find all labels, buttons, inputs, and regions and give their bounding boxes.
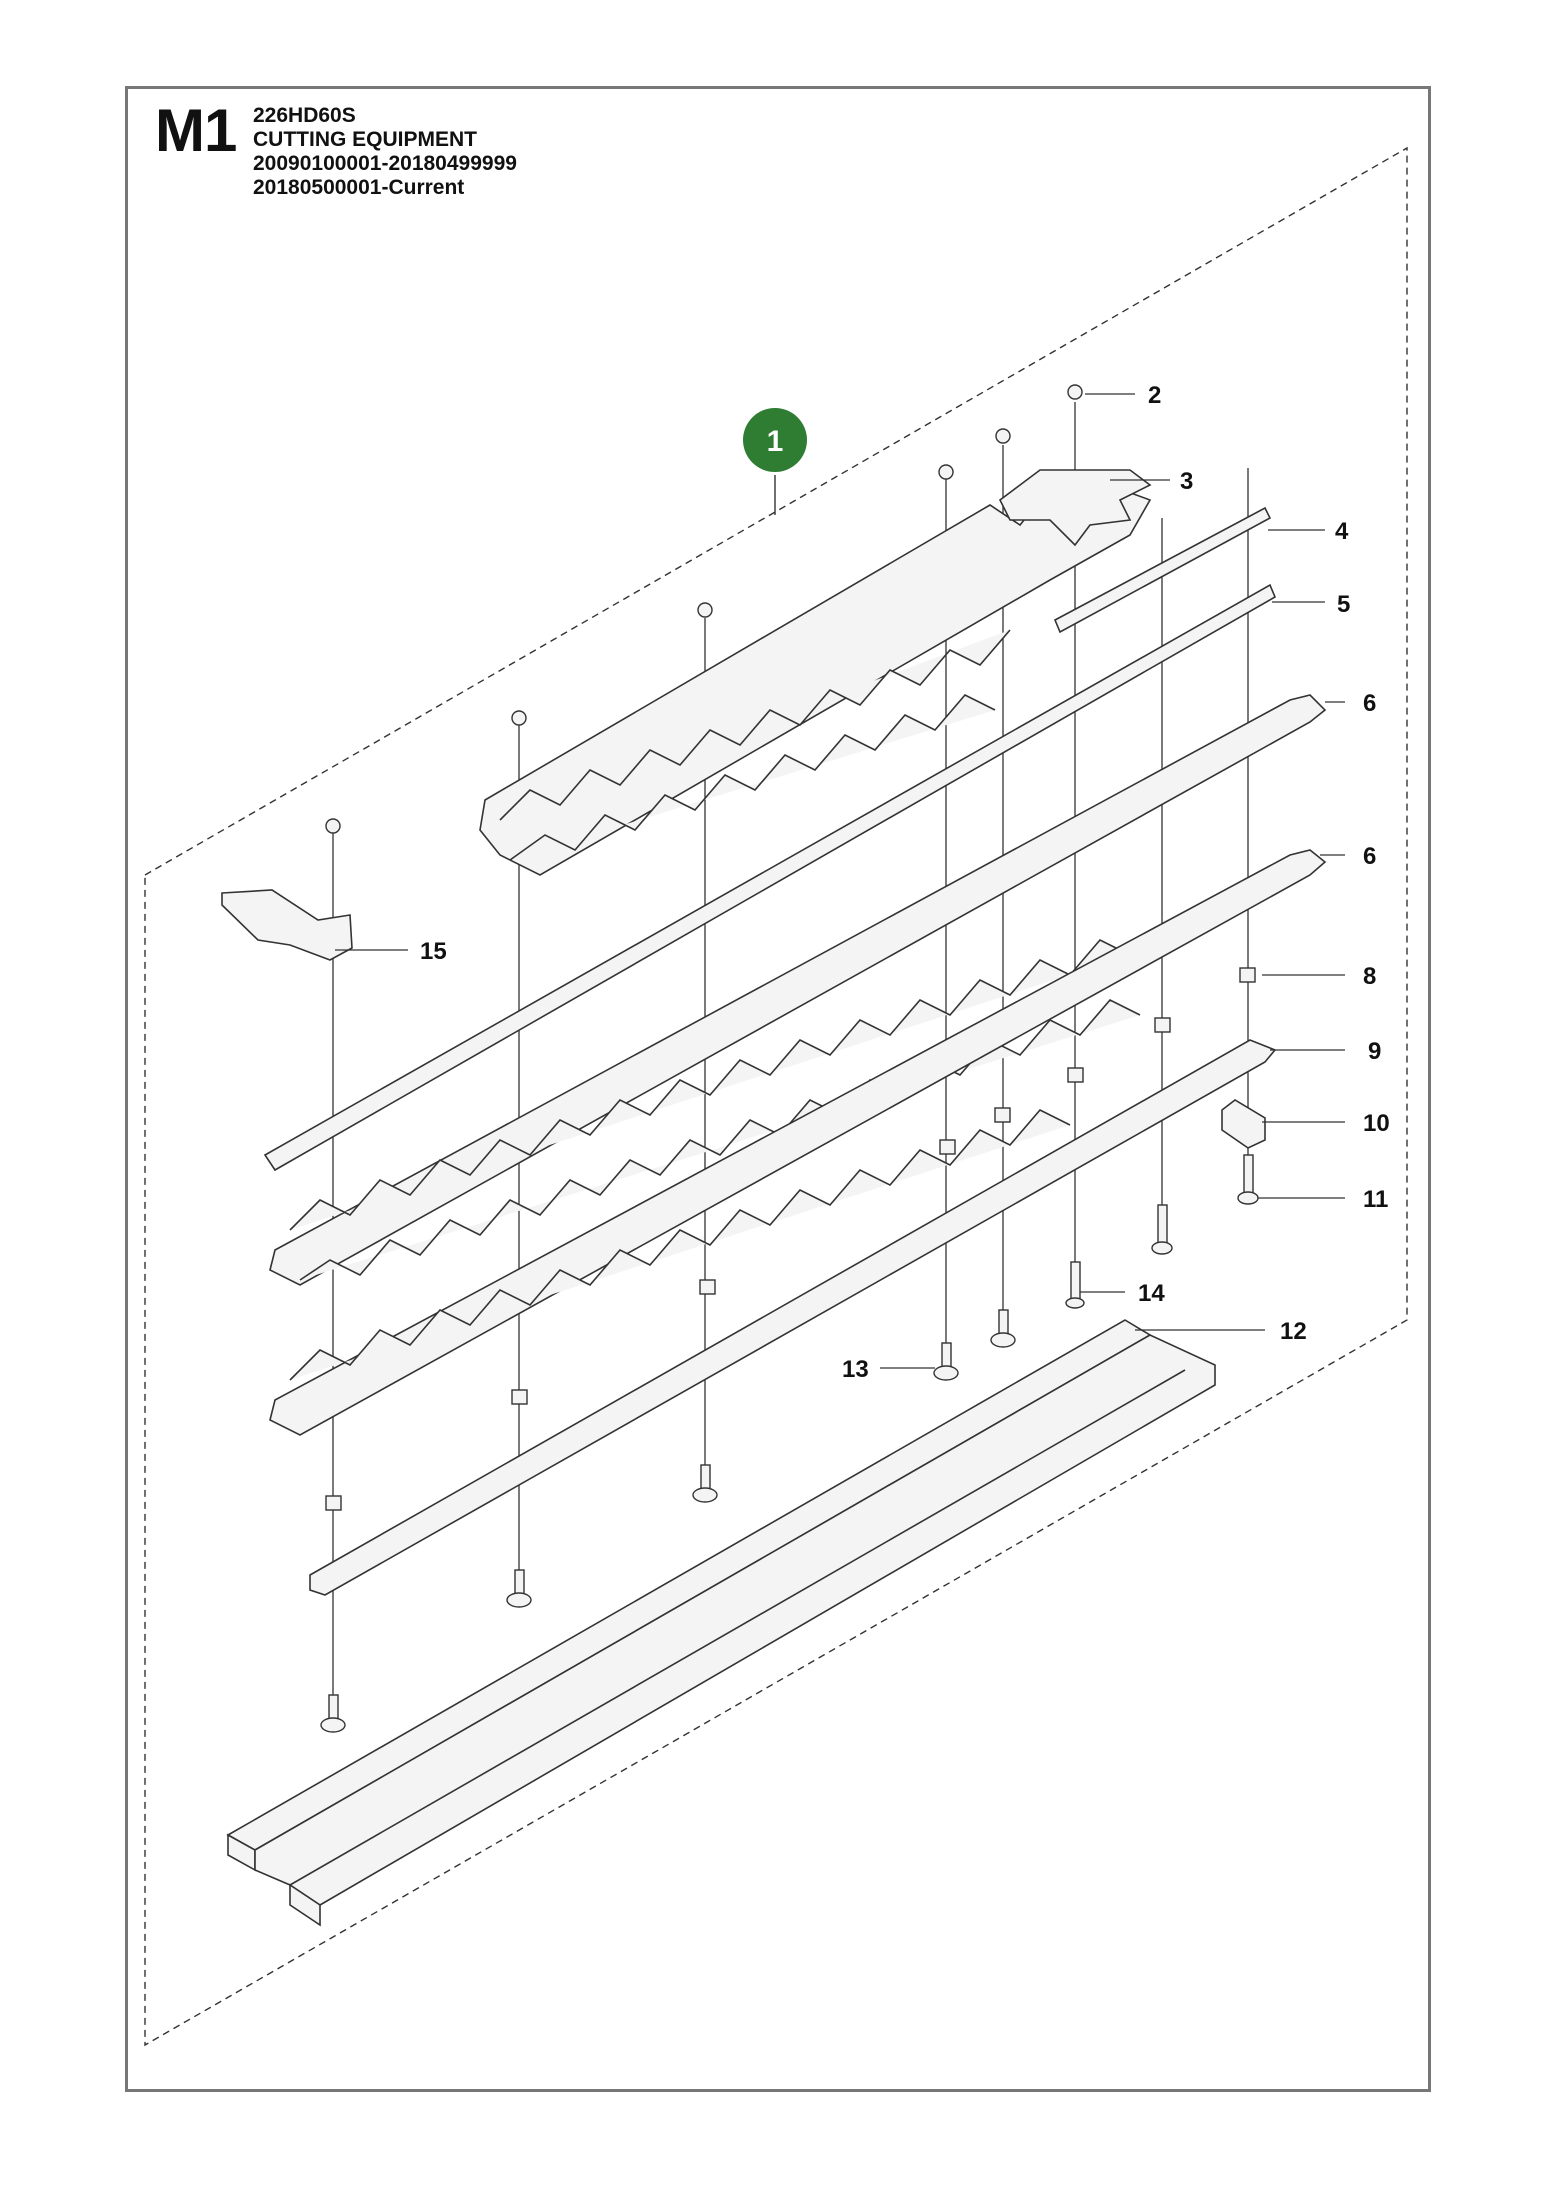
serial-range-1: 20090100001-20180499999 bbox=[253, 152, 517, 175]
part-label-3: 3 bbox=[1180, 468, 1194, 495]
part-label-10: 10 bbox=[1363, 1110, 1390, 1137]
clip-part-10 bbox=[1222, 1100, 1265, 1148]
part-label-4: 4 bbox=[1335, 518, 1349, 545]
part-label-13: 13 bbox=[842, 1356, 869, 1383]
part-label-15: 15 bbox=[420, 938, 447, 965]
part-label-12: 12 bbox=[1280, 1318, 1307, 1345]
part-label-8: 8 bbox=[1363, 963, 1377, 990]
screws bbox=[321, 1155, 1258, 1732]
upper-blade bbox=[480, 480, 1150, 875]
assembly-callout-number: 1 bbox=[766, 425, 784, 458]
part-label-6a: 6 bbox=[1363, 690, 1377, 717]
model-number: 226HD60S bbox=[253, 104, 356, 127]
part-label-5: 5 bbox=[1337, 591, 1351, 618]
part-label-6b: 6 bbox=[1363, 843, 1377, 870]
section-code: M1 bbox=[155, 97, 237, 164]
part-label-11: 11 bbox=[1363, 1186, 1389, 1213]
part-label-9: 9 bbox=[1368, 1038, 1382, 1065]
part-label-2: 2 bbox=[1148, 382, 1162, 409]
guide-rail-part-12 bbox=[228, 1320, 1215, 1925]
serial-range-2: 20180500001-Current bbox=[253, 176, 465, 199]
assembly-title: CUTTING EQUIPMENT bbox=[253, 128, 477, 151]
part-label-14: 14 bbox=[1138, 1280, 1165, 1307]
